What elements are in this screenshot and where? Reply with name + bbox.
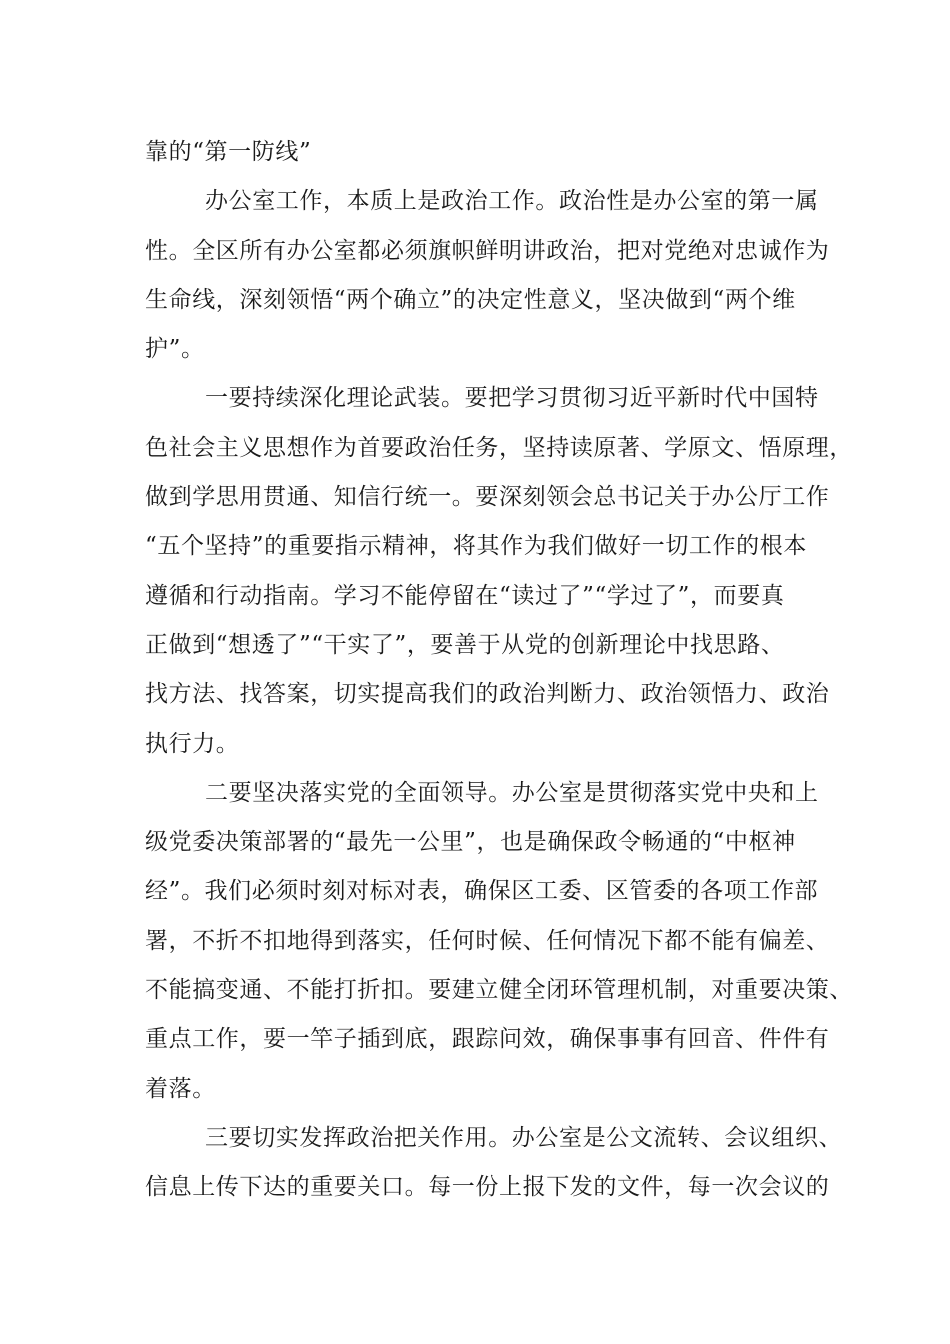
paragraph-first-line: 二要坚决落实党的全面领导。办公室是贯彻落实党中央和上	[205, 779, 819, 806]
paragraph-first-line: 办公室工作，本质上是政治工作。政治性是办公室的第一属	[205, 188, 819, 215]
text-line: 署，不折不扣地得到落实，任何时候、任何情况下都不能有偏差、	[145, 927, 830, 954]
document-body	[145, 128, 853, 1213]
text-line: 找方法、找答案，切实提高我们的政治判断力、政治领悟力、政治	[145, 681, 830, 708]
text-line: 护”。	[145, 336, 205, 363]
text-line: 遵循和行动指南。学习不能停留在“读过了”“学过了”，而要真	[145, 582, 785, 609]
text-line: 信息上传下达的重要关口。每一份上报下发的文件，每一次会议的	[145, 1174, 830, 1201]
text-line: 生命线，深刻领悟“两个确立”的决定性意义，坚决做到“两个维	[145, 286, 796, 313]
text-line: 执行力。	[145, 730, 240, 757]
paragraph-first-line: 一要持续深化理论武装。要把学习贯彻习近平新时代中国特	[205, 385, 819, 412]
text-line: 做到学思用贯通、知信行统一。要深刻领会总书记关于办公厅工作	[145, 484, 830, 511]
text-line: 靠的“第一防线”	[145, 139, 312, 165]
text-line: 级党委决策部署的“最先一公里”，也是确保政令畅通的“中枢神	[145, 829, 796, 856]
text-line: 经”。我们必须时刻对标对表，确保区工委、区管委的各项工作部	[145, 878, 819, 905]
paragraph-first-line: 三要切实发挥政治把关作用。办公室是公文流转、会议组织、	[205, 1124, 843, 1151]
text-line: 重点工作，要一竿子插到底，跟踪问效，确保事事有回音、件件有	[145, 1026, 830, 1053]
text-line: 色社会主义思想作为首要政治任务，坚持读原著、学原文、悟原理，	[145, 434, 853, 461]
text-line: “五个坚持”的重要指示精神，将其作为我们做好一切工作的根本	[145, 533, 807, 560]
text-line: 性。全区所有办公室都必须旗帜鲜明讲政治，把对党绝对忠诚作为	[145, 237, 830, 264]
text-line: 着落。	[145, 1075, 216, 1102]
text-line: 不能搞变通、不能打折扣。要建立健全闭环管理机制，对重要决策、	[145, 977, 853, 1004]
text-line: 正做到“想透了”“干实了”，要善于从党的创新理论中找思路、	[145, 631, 785, 658]
